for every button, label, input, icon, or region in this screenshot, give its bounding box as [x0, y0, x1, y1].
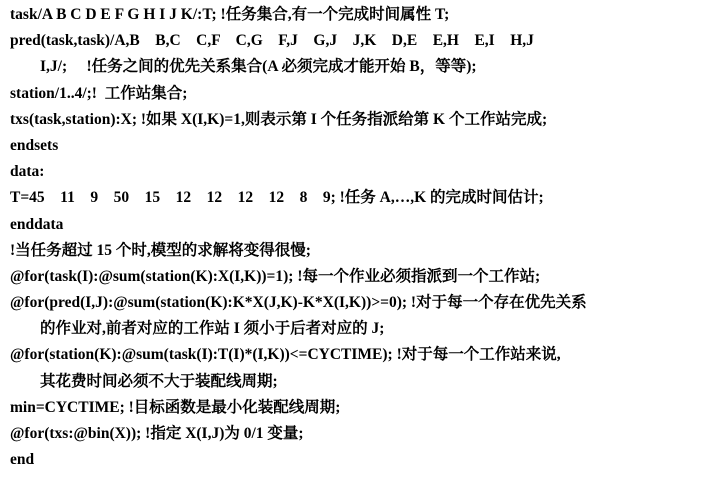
code-line-station-set: station/1..4/;! 工作站集合;	[10, 84, 188, 102]
code-line-binary-constraint: @for(txs:@bin(X)); !指定 X(I,J)为 0/1 变量;	[10, 425, 304, 442]
code-line-end: end	[10, 451, 35, 469]
code-line-enddata: enddata	[10, 215, 64, 233]
code-line-txs-set: txs(task,station):X; !如果 X(I,K)=1,则表示第 I 个任务指派给第 K 个工作站完成;	[10, 110, 548, 128]
code-line-pred-set: pred(task,task)/A,B B,C C,F C,G F,J G,J J,K D,E E,H E,I H,J	[10, 32, 534, 50]
code-line-sets-task: task/A B C D E F G H I J K/:T; !任务集合,有一个完成时间属性 T;	[10, 6, 450, 23]
code-line-assign-constraint: @for(task(I):@sum(station(K):X(I,K))=1); !每一个作业必须指派到一个工作站;	[10, 267, 541, 285]
code-line-endsets: endsets	[10, 136, 59, 154]
code-line-data: data:	[10, 163, 45, 181]
code-line-task-times: T=45 11 9 50 15 12 12 12 12 8 9; !任务 A,…,K 的完成时间估计;	[10, 189, 544, 207]
code-line-precedence-constraint: @for(pred(I,J):@sum(station(K):K*X(J,K)-K*X(I,K))>=0); !对于每一个存在优先关系	[10, 294, 587, 312]
code-line-cycle-constraint: @for(station(K):@sum(task(I):T(I)*(I,K))<=CYCTIME); !对于每一个工作站来说,	[10, 346, 561, 364]
code-line-comment-slow: !当任务超过 15 个时,模型的求解将变得很慢;	[10, 241, 311, 259]
code-line-cycle-comment-continued: 其花费时间必须不大于装配线周期;	[40, 372, 278, 390]
code-line-objective: min=CYCTIME; !目标函数是最小化装配线周期;	[10, 398, 341, 416]
lingo-code-listing	[10, 2, 714, 473]
code-line-precedence-comment-continued: 的作业对,前者对应的工作站 I 须小于后者对应的 J;	[40, 320, 385, 338]
code-line-pred-set-continued: I,J/; !任务之间的优先关系集合(A 必须完成才能开始 B，等等);	[40, 58, 477, 76]
